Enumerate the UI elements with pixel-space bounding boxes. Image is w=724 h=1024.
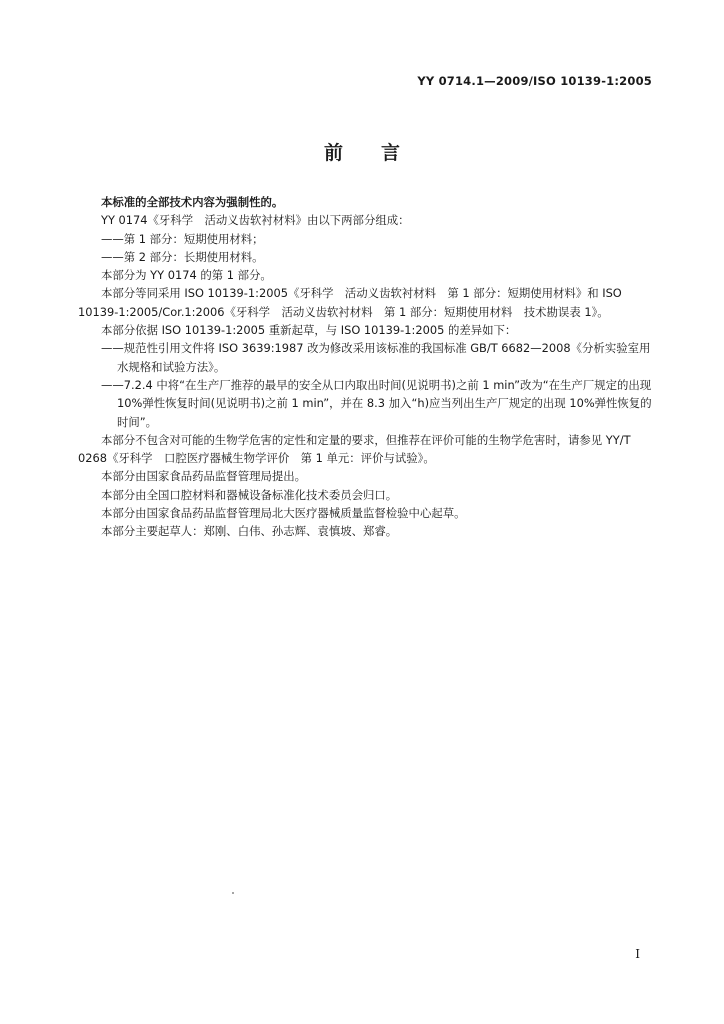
paragraph-differences: 本部分依据 ISO 10139-1:2005 重新起草，与 ISO 10139-1:2005 的差异如下： — [101, 323, 517, 338]
list-item-difference-2: ——7.2.4 中将“在生产厂推荐的最早的安全从口内取出时间(见说明书)之前 1 min”改为“在生产厂规定的出现 10%弹性恢复时间(见说明书)之前 1 min”，并在 8.3 加入“h)应当列出生产厂规定的出现 10%弹性恢复的时间”。 — [101, 377, 652, 429]
paragraph-adoption: 本部分等同采用 ISO 10139-1:2005《牙科学 活动义齿软衬材料 第 1 部分：短期使用材料》和 ISO 10139-1:2005/Cor.1:2006《牙科学 活动义齿软衬材料 第 1 部分：短期使用材料 技术勘误表 1》。 — [78, 286, 622, 319]
paragraph-drafters: 本部分主要起草人：郑刚、白伟、孙志辉、袁慎坡、郑睿。 — [101, 524, 398, 539]
paragraph-committee: 本部分由全国口腔材料和器械设备标准化技术委员会归口。 — [101, 487, 398, 502]
paragraph-drafter-org: 本部分由国家食品药品监督管理局北大医疗器械质量监督检验中心起草。 — [101, 506, 466, 521]
list-item-part1: ——第 1 部分：短期使用材料； — [101, 231, 264, 246]
paragraph-composition: YY 0174《牙科学 活动义齿软衬材料》由以下两部分组成： — [101, 213, 410, 228]
standard-code: YY 0714.1—2009/ISO 10139-1:2005 — [417, 74, 652, 88]
scan-speck — [232, 892, 234, 894]
list-item-difference-1: ——规范性引用文件将 ISO 3639:1987 改为修改采用该标准的我国标准 GB/T 6682—2008《分析实验室用水规格和试验方法》。 — [101, 341, 651, 374]
list-item-part2: ——第 2 部分：长期使用材料。 — [101, 249, 264, 264]
foreword-body — [78, 193, 656, 541]
paragraph-part-id: 本部分为 YY 0174 的第 1 部分。 — [101, 268, 272, 283]
paragraph-biological: 本部分不包含对可能的生物学危害的定性和定量的要求，但推荐在评价可能的生物学危害时，请参见 YY/T 0268《牙科学 口腔医疗器械生物学评价 第 1 单元：评价与试验》。 — [78, 432, 631, 466]
paragraph-proposer: 本部分由国家食品药品监督管理局提出。 — [101, 469, 307, 484]
page-number: I — [635, 947, 640, 961]
page-title: 前言 — [323, 142, 438, 164]
paragraph-mandatory: 本标准的全部技术内容为强制性的。 — [101, 195, 284, 209]
